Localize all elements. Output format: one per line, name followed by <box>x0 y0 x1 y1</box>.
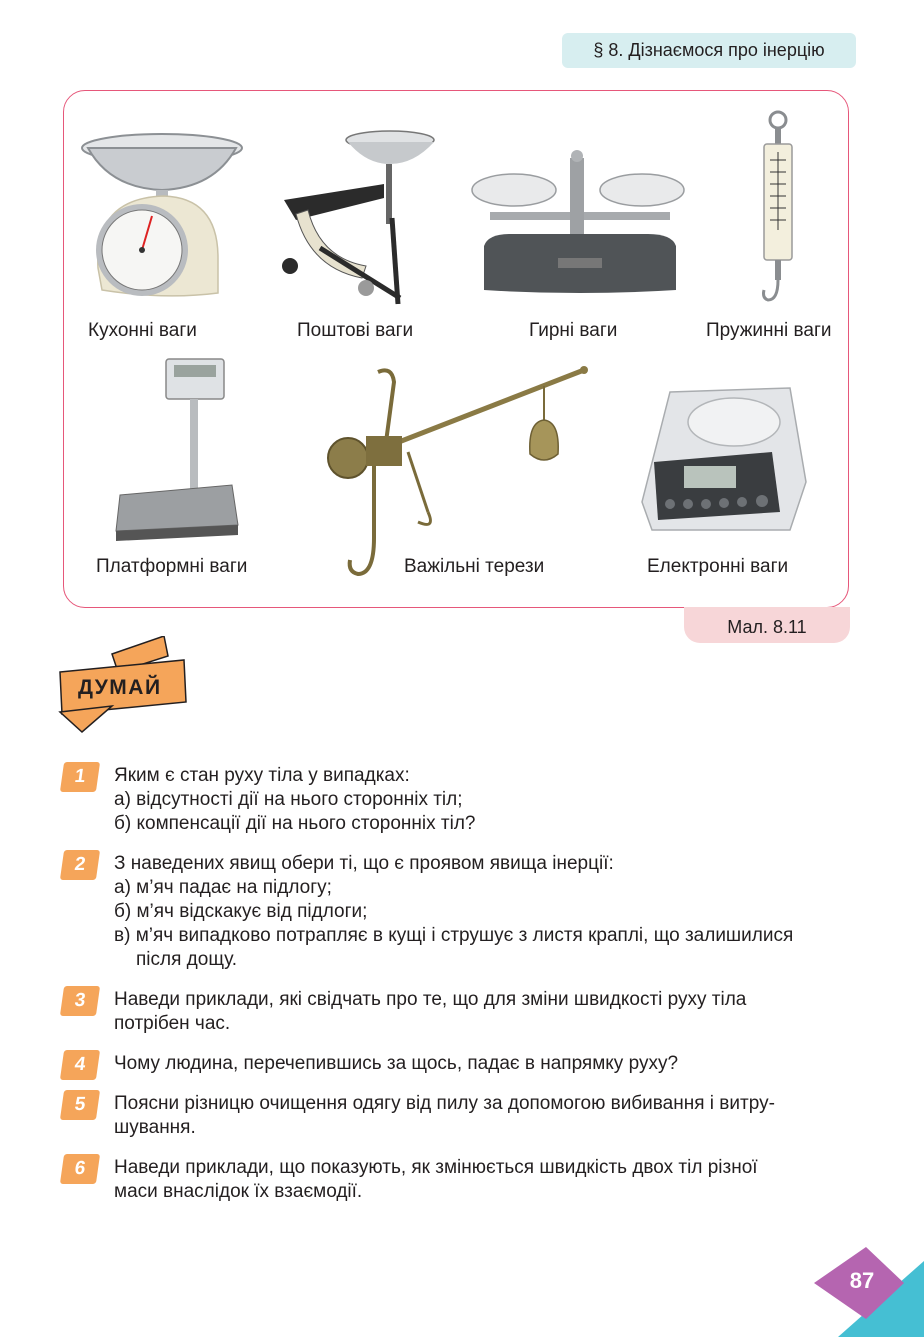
question-number: 3 <box>60 986 100 1016</box>
question-line: після дощу. <box>136 949 238 970</box>
caption-spring-scale: Пружинні ваги <box>706 320 832 341</box>
question-line: в) м’яч випадково потрапляє в кущі і струшує з листя краплі, що залишилися <box>114 925 794 946</box>
electronic-scale-icon <box>640 382 810 532</box>
steelyard-image <box>318 362 590 584</box>
question-number: 4 <box>60 1050 100 1080</box>
caption-kitchen-scale: Кухонні ваги <box>88 320 197 341</box>
question-number: 1 <box>60 762 100 792</box>
caption-electronic-scale: Електронні ваги <box>647 556 789 577</box>
question-line: а) м’яч падає на підлогу; <box>114 877 332 898</box>
think-label: ДУМАЙ <box>78 676 162 699</box>
postal-scale-image <box>280 128 420 308</box>
postal-scale-icon <box>280 128 420 308</box>
kitchen-scale-image <box>80 118 250 308</box>
question-line: Наведи приклади, які свідчать про те, що для зміни швидкості руху тіла <box>114 989 747 1010</box>
question-line: Наведи приклади, що показують, як змінюється швидкість двох тіл різної <box>114 1157 758 1178</box>
question-number: 6 <box>60 1154 100 1184</box>
question-number: 5 <box>60 1090 100 1120</box>
platform-scale-icon <box>110 355 250 550</box>
question-line: а) відсутності дії на нього сторонніх тіл; <box>114 789 463 810</box>
spring-scale-image <box>758 110 798 310</box>
figure-label: Мал. 8.11 <box>684 607 850 643</box>
spring-scale-icon <box>758 110 798 310</box>
question-line: маси внаслідок їх взаємодії. <box>114 1181 363 1202</box>
question-line: Поясни різницю очищення одягу від пилу за допомогою вибивання і витру- <box>114 1093 775 1114</box>
question-line: шування. <box>114 1117 196 1138</box>
balance-scale-icon <box>470 150 690 300</box>
caption-steelyard: Важільні терези <box>404 556 545 577</box>
balance-scale-image <box>470 150 690 300</box>
question-line: потрібен час. <box>114 1013 231 1034</box>
kitchen-scale-icon <box>80 118 250 308</box>
question-line: б) м’яч відскакує від підлоги; <box>114 901 368 922</box>
question-line: З наведених явищ обери ті, що є проявом явища інерції: <box>114 853 614 874</box>
platform-scale-image <box>110 355 250 550</box>
electronic-scale-image <box>640 382 810 532</box>
question-line: Чому людина, перечепившись за щось, падає в напрямку руху? <box>114 1053 679 1074</box>
question-line: б) компенсації дії на нього сторонніх тіл? <box>114 813 476 834</box>
caption-balance-scale: Гирні ваги <box>529 320 618 341</box>
steelyard-icon <box>318 362 590 584</box>
question-number: 2 <box>60 850 100 880</box>
page-number: 87 <box>849 1268 875 1293</box>
caption-platform-scale: Платформні ваги <box>96 556 248 577</box>
caption-postal-scale: Поштові ваги <box>297 320 414 341</box>
question-line: Яким є стан руху тіла у випадках: <box>114 765 410 786</box>
section-header: § 8. Дізнаємося про інерцію <box>562 33 856 68</box>
